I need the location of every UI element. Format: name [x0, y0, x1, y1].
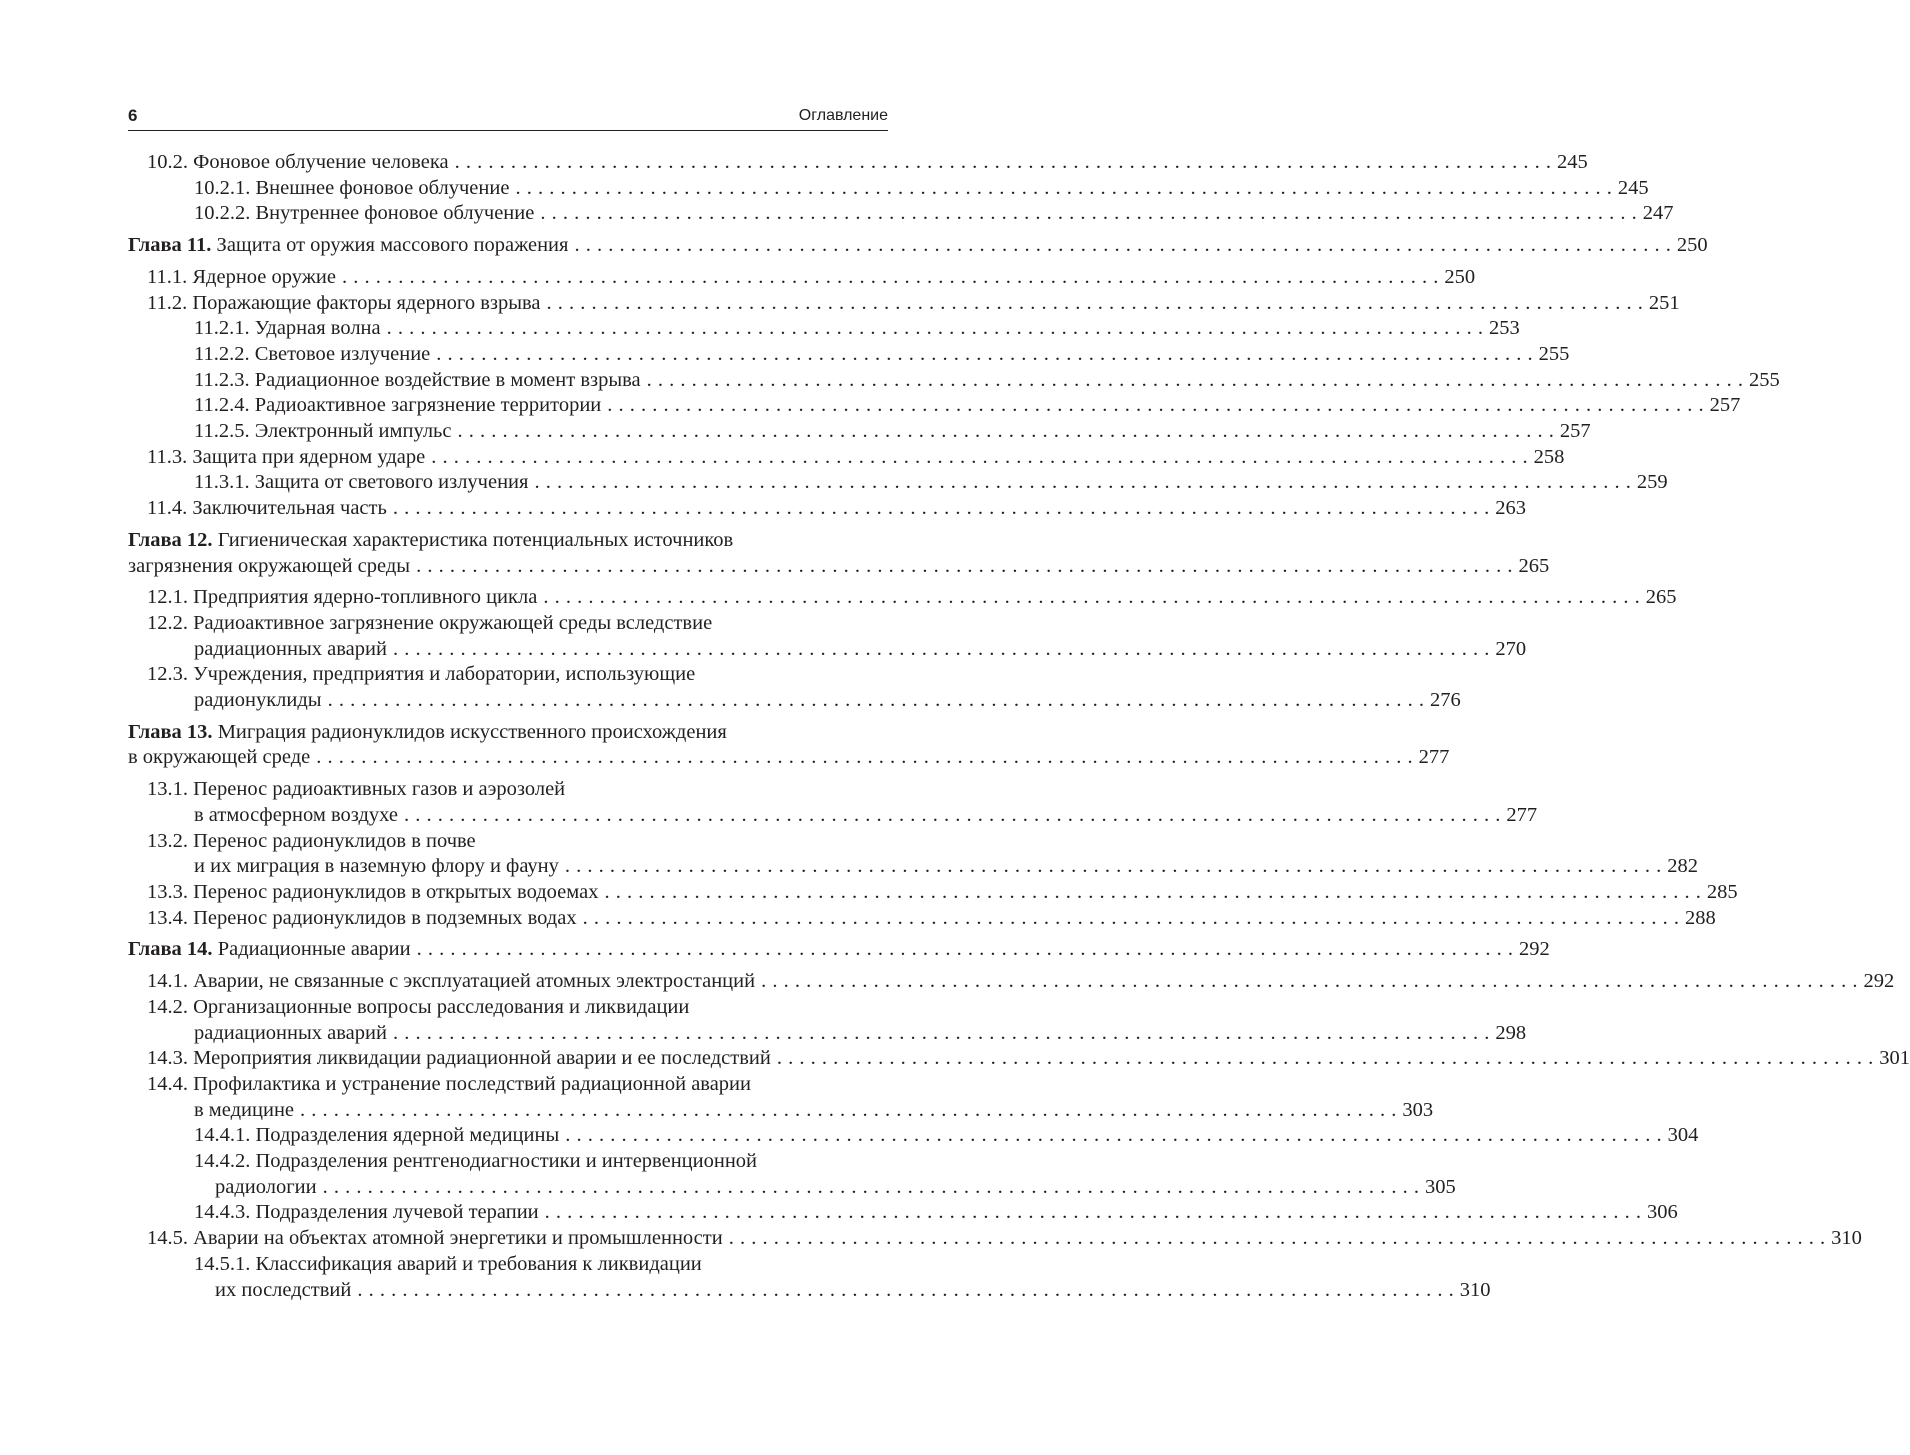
dot-leader: [342, 266, 1438, 288]
chapter-number: Глава 11.: [128, 234, 212, 257]
page-ref: 305: [1424, 1175, 1456, 1198]
entry-title-line: Предприятия ядерно-топливного цикла: [193, 586, 538, 609]
dot-leader: [583, 907, 1679, 929]
chapter-number: Глава 13.: [128, 720, 213, 743]
toc-section-entry[interactable]: [128, 829, 1698, 880]
toc-section-entry[interactable]: [128, 316, 1520, 342]
entry-title-line: их последствий: [215, 1278, 352, 1301]
toc-section-entry[interactable]: [128, 1252, 1491, 1303]
entry-title-line: Радиационное воздействие в момент взрыва: [254, 368, 641, 391]
page-ref: 276: [1429, 689, 1461, 712]
entry-title-line: Организационные вопросы расследования и ликвидации: [193, 995, 690, 1018]
toc-section-entry[interactable]: [128, 1149, 1456, 1200]
page-header: [128, 104, 888, 131]
section-number: 14.1.: [147, 970, 188, 993]
dot-leader: [417, 938, 1513, 960]
section-number: 13.1.: [147, 778, 188, 801]
toc-section-entry[interactable]: [128, 445, 1565, 471]
dot-leader: [436, 343, 1532, 365]
entry-title-line: в окружающей среде: [128, 746, 311, 769]
dot-leader: [416, 555, 1512, 577]
page-ref: 265: [1518, 554, 1550, 577]
section-number: 12.1.: [147, 586, 188, 609]
toc-section-entry[interactable]: [128, 368, 1780, 394]
dot-leader: [357, 1279, 1453, 1301]
section-number: 12.3.: [147, 663, 188, 686]
dot-leader: [404, 804, 1500, 826]
entry-title-line: Подразделения лучевой терапии: [255, 1201, 539, 1224]
toc-chapter-entry[interactable]: [128, 720, 1450, 771]
section-number: 14.4.1.: [194, 1124, 251, 1147]
page-ref: 301: [1879, 1047, 1910, 1070]
section-number: 10.2.2.: [194, 202, 251, 225]
section-number: 13.2.: [147, 829, 188, 852]
toc-section-entry[interactable]: [128, 150, 1588, 176]
entry-title-line: Перенос радионуклидов в почве: [193, 829, 476, 852]
page-number: 6: [128, 106, 138, 125]
entry-title-line: Перенос радионуклидов в подземных водах: [193, 906, 577, 929]
toc-section-entry[interactable]: [128, 585, 1677, 611]
toc-section-entry[interactable]: [128, 880, 1738, 906]
section-number: 11.1.: [147, 265, 188, 288]
section-number: 11.4.: [147, 497, 188, 520]
dot-leader: [323, 1176, 1419, 1198]
section-number: 14.5.1.: [194, 1252, 251, 1275]
section-number: 11.2.4.: [194, 394, 250, 417]
entry-title-line: Перенос радионуклидов в открытых водоемах: [193, 880, 599, 903]
chapter-number: Глава 12.: [128, 528, 213, 551]
section-number: 11.3.1.: [194, 471, 250, 494]
entry-title-line: Защита от оружия массового поражения: [216, 234, 569, 257]
page-ref: 257: [1709, 394, 1741, 417]
section-number: 11.2.3.: [194, 368, 250, 391]
entry-title-line: Ударная волна: [254, 317, 381, 340]
section-number: 14.2.: [147, 995, 188, 1018]
page-ref: 277: [1506, 803, 1538, 826]
page-ref: 292: [1519, 938, 1550, 961]
page-ref: 245: [1556, 151, 1588, 173]
section-number: 10.2.: [147, 151, 188, 173]
page-ref: 277: [1418, 746, 1450, 769]
page-ref: 285: [1706, 880, 1738, 903]
page-ref: 288: [1684, 906, 1716, 929]
entry-title-line: радиологии: [215, 1175, 317, 1198]
page-ref: 257: [1559, 420, 1591, 443]
toc-section-entry[interactable]: [128, 176, 1649, 202]
dot-leader: [565, 855, 1661, 877]
page-ref: 255: [1538, 342, 1570, 365]
dot-leader: [455, 151, 1551, 173]
dot-leader: [431, 446, 1527, 468]
entry-title-line: в атмосферном воздухе: [194, 803, 399, 826]
page-ref: 255: [1749, 368, 1780, 391]
section-number: 14.5.: [147, 1227, 188, 1250]
dot-leader: [647, 369, 1743, 391]
section-number: 11.2.5.: [194, 420, 250, 443]
page-ref: 250: [1676, 234, 1708, 257]
toc-section-entry[interactable]: [128, 1072, 1434, 1123]
section-number: 11.3.: [147, 445, 188, 468]
dot-leader: [604, 881, 1700, 903]
page-ref: 259: [1636, 471, 1668, 494]
entry-title-line: Профилактика и устранение последствий радиационной аварии: [193, 1072, 751, 1095]
section-number: 14.4.2.: [194, 1150, 251, 1173]
toc-section-entry[interactable]: [128, 265, 1476, 291]
entry-title-line: Гигиеническая характеристика потенциальных источников: [217, 528, 734, 551]
entry-title-line: Электронный импульс: [254, 420, 452, 443]
dot-leader: [574, 234, 1670, 256]
page-ref: 251: [1648, 291, 1680, 314]
entry-title-line: Радиационные аварии: [217, 938, 411, 961]
dot-leader: [543, 586, 1639, 608]
entry-title-line: загрязнения окружающей среды: [128, 554, 411, 577]
dot-leader: [534, 471, 1630, 493]
entry-title-line: Поражающие факторы ядерного взрыва: [192, 291, 541, 314]
dot-leader: [607, 394, 1703, 416]
dot-leader: [393, 638, 1489, 660]
section-number: 12.2.: [147, 611, 188, 634]
page-ref: 298: [1495, 1021, 1527, 1044]
section-number: 11.2.: [147, 291, 188, 314]
entry-title-line: радионуклиды: [194, 689, 322, 712]
entry-title-line: Аварии на объектах атомной энергетики и промышленности: [193, 1227, 723, 1250]
entry-title-line: Подразделения рентгенодиагностики и интервенционной: [255, 1150, 758, 1173]
entry-title-line: Фоновое облучение человека: [193, 151, 449, 173]
dot-leader: [729, 1227, 1825, 1249]
entry-title-line: в медицине: [194, 1098, 295, 1121]
table-of-contents: [128, 150, 1910, 1303]
page-ref: 310: [1459, 1278, 1491, 1301]
toc-section-entry[interactable]: [128, 1046, 1910, 1072]
entry-title-line: Мероприятия ликвидации радиационной аварии и ее последствий: [193, 1047, 771, 1070]
toc-chapter-entry[interactable]: [128, 937, 1550, 963]
dot-leader: [300, 1099, 1396, 1121]
toc-section-entry[interactable]: [128, 291, 1680, 317]
entry-title-line: Аварии, не связанные с эксплуатацией атомных электростанций: [193, 970, 756, 993]
page-ref: 303: [1402, 1098, 1434, 1121]
dot-leader: [777, 1047, 1873, 1069]
entry-title-line: радиационных аварий: [194, 637, 387, 660]
section-number: 14.3.: [147, 1047, 188, 1070]
entry-title-line: и их миграция в наземную флору и фауну: [194, 855, 559, 878]
page-ref: 250: [1444, 265, 1476, 288]
section-number: 11.2.2.: [194, 342, 250, 365]
dot-leader: [458, 420, 1554, 442]
entry-title-line: Перенос радиоактивных газов и аэрозолей: [193, 778, 566, 801]
page-ref: 282: [1667, 855, 1698, 878]
dot-leader: [316, 746, 1412, 768]
entry-title-line: Внешнее фоновое облучение: [255, 176, 510, 199]
toc-section-entry[interactable]: [128, 496, 1526, 522]
entry-title-line: Учреждения, предприятия и лаборатории, использующие: [193, 663, 696, 686]
entry-title-line: радиационных аварий: [194, 1021, 387, 1044]
entry-title-line: Внутреннее фоновое облучение: [255, 202, 535, 225]
toc-chapter-entry[interactable]: [128, 528, 1550, 579]
entry-title-line: Ядерное оружие: [192, 265, 336, 288]
page-ref: 263: [1495, 497, 1526, 520]
section-number: 11.2.1.: [194, 317, 250, 340]
page-ref: 265: [1645, 586, 1677, 609]
page-ref: 245: [1617, 176, 1649, 199]
toc-chapter-entry[interactable]: [128, 233, 1708, 259]
toc-section-entry[interactable]: [128, 906, 1716, 932]
toc-section-entry[interactable]: [128, 1200, 1678, 1226]
page-ref: 304: [1667, 1124, 1699, 1147]
dot-leader: [540, 202, 1636, 224]
dot-leader: [387, 317, 1483, 339]
page-ref: 258: [1533, 445, 1565, 468]
entry-title-line: Защита от светового излучения: [254, 471, 529, 494]
dot-leader: [393, 497, 1489, 519]
page-ref: 306: [1647, 1201, 1678, 1224]
page-ref: 292: [1863, 970, 1895, 993]
section-number: 13.3.: [147, 880, 188, 903]
toc-section-entry[interactable]: [128, 201, 1674, 227]
entry-title-line: Заключительная часть: [192, 497, 387, 520]
page-ref: 310: [1831, 1227, 1862, 1250]
dot-leader: [761, 970, 1857, 992]
toc-section-entry[interactable]: [128, 1123, 1699, 1149]
toc-section-entry[interactable]: [128, 969, 1895, 995]
chapter-number: Глава 14.: [128, 938, 213, 961]
dot-leader: [565, 1124, 1661, 1146]
toc-section-entry[interactable]: [128, 995, 1527, 1046]
entry-title-line: Радиоактивное загрязнение окружающей среды вследствие: [193, 611, 713, 634]
entry-title-line: Классификация аварий и требования к ликвидации: [255, 1252, 702, 1275]
section-number: 13.4.: [147, 906, 188, 929]
dot-leader: [393, 1022, 1489, 1044]
toc-section-entry[interactable]: [128, 1226, 1862, 1252]
toc-section-entry[interactable]: [128, 419, 1591, 445]
page-ref: 253: [1489, 317, 1520, 340]
toc-section-entry[interactable]: [128, 611, 1527, 662]
section-number: 14.4.: [147, 1072, 188, 1095]
entry-title-line: Защита при ядерном ударе: [192, 445, 426, 468]
toc-section-entry[interactable]: [128, 470, 1668, 496]
page-ref: 270: [1495, 637, 1527, 660]
dot-leader: [515, 177, 1611, 199]
toc-section-entry[interactable]: [128, 777, 1538, 828]
section-number: 10.2.1.: [194, 176, 251, 199]
dot-leader: [328, 689, 1424, 711]
toc-section-entry[interactable]: [128, 342, 1570, 368]
page-ref: 247: [1642, 202, 1674, 225]
entry-title-line: Миграция радионуклидов искусственного происхождения: [217, 720, 727, 743]
entry-title-line: Подразделения ядерной медицины: [255, 1124, 560, 1147]
running-title: Оглавление: [798, 107, 888, 124]
dot-leader: [547, 292, 1643, 314]
dot-leader: [545, 1201, 1641, 1223]
entry-title-line: Световое излучение: [254, 342, 431, 365]
entry-title-line: Радиоактивное загрязнение территории: [254, 394, 602, 417]
toc-section-entry[interactable]: [128, 662, 1461, 713]
section-number: 14.4.3.: [194, 1201, 251, 1224]
toc-section-entry[interactable]: [128, 393, 1741, 419]
